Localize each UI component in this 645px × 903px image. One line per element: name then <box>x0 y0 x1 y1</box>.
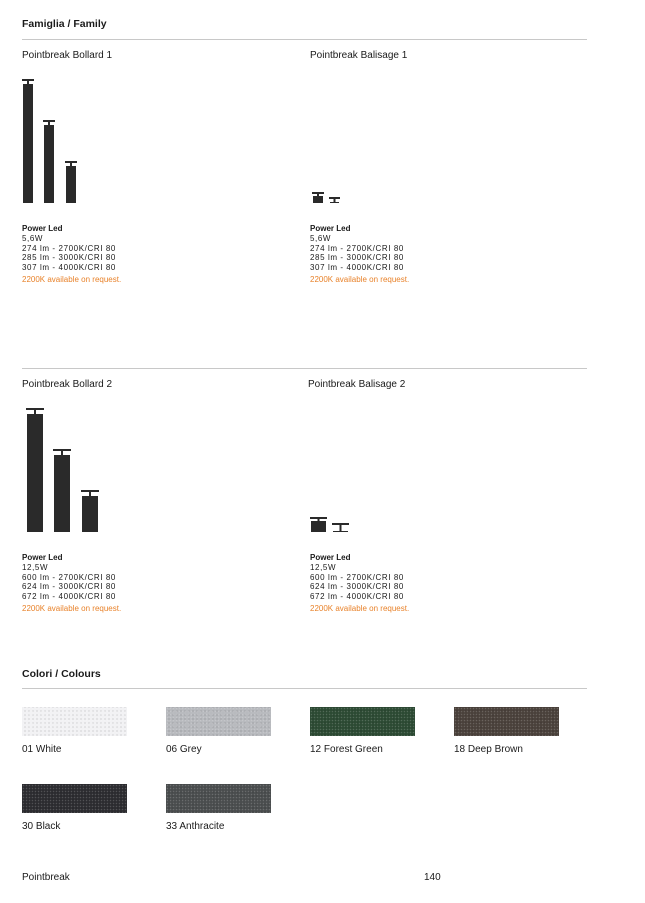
spec-title: Power Led <box>310 553 351 562</box>
spec-title: Power Led <box>310 224 351 233</box>
swatch-label: 30 Black <box>22 821 61 832</box>
colours-section-title: Colori / Colours <box>22 668 101 680</box>
spec-line: 285 lm - 3000K/CRI 80 <box>22 253 116 263</box>
swatch-deep-brown <box>454 707 559 736</box>
spec-line: 672 lm - 4000K/CRI 80 <box>22 592 116 602</box>
balisage-small <box>329 197 340 203</box>
balisage-1-illustration <box>310 188 350 206</box>
spec-note: 2200K available on request. <box>22 603 122 613</box>
swatch-black <box>22 784 127 813</box>
specs-balisage-1 <box>310 224 409 285</box>
balisage-2-illustration <box>308 513 354 535</box>
spec-line: 624 lm - 3000K/CRI 80 <box>22 582 116 592</box>
product-name-balisage-2: Pointbreak Balisage 2 <box>308 379 406 390</box>
footer-product-name: Pointbreak <box>22 872 70 883</box>
bollard-1-illustration <box>20 76 80 206</box>
spec-line: 600 lm - 2700K/CRI 80 <box>22 572 116 582</box>
spec-line: 5,6W <box>22 233 44 243</box>
spec-line: 5,6W <box>310 233 332 243</box>
post-short <box>65 161 77 203</box>
post-short <box>81 490 99 532</box>
balisage-large <box>312 192 324 203</box>
mid-divider <box>22 368 587 369</box>
spec-line: 307 lm - 4000K/CRI 80 <box>22 263 116 273</box>
colours-divider <box>22 688 587 689</box>
spec-line: 307 lm - 4000K/CRI 80 <box>310 263 404 273</box>
swatch-forest-green <box>310 707 415 736</box>
spec-line: 285 lm - 3000K/CRI 80 <box>310 253 404 263</box>
family-divider <box>22 39 587 40</box>
post-medium <box>43 120 55 203</box>
specs-balisage-2 <box>310 553 409 614</box>
swatch-label: 33 Anthracite <box>166 821 225 832</box>
swatch-label: 12 Forest Green <box>310 744 383 755</box>
spec-note: 2200K available on request. <box>310 603 410 613</box>
spec-line: 12,5W <box>310 562 337 572</box>
specs-bollard-1 <box>22 224 121 285</box>
spec-line: 12,5W <box>22 562 49 572</box>
post-medium <box>53 449 71 532</box>
swatch-label: 01 White <box>22 744 62 755</box>
product-name-bollard-1: Pointbreak Bollard 1 <box>22 50 113 61</box>
post-tall <box>26 408 44 532</box>
family-section-title: Famiglia / Family <box>22 18 107 30</box>
swatch-anthracite <box>166 784 271 813</box>
balisage-small <box>332 523 349 532</box>
post-tall <box>22 79 34 203</box>
swatch-label: 18 Deep Brown <box>454 744 523 755</box>
spec-line: 600 lm - 2700K/CRI 80 <box>310 572 404 582</box>
spec-note: 2200K available on request. <box>310 274 410 284</box>
bollard-2-illustration <box>24 405 104 535</box>
swatch-white <box>22 707 127 736</box>
specs-bollard-2 <box>22 553 121 614</box>
spec-line: 274 lm - 2700K/CRI 80 <box>22 243 116 253</box>
product-name-balisage-1: Pointbreak Balisage 1 <box>310 50 408 61</box>
spec-line: 274 lm - 2700K/CRI 80 <box>310 243 404 253</box>
product-name-bollard-2: Pointbreak Bollard 2 <box>22 379 113 390</box>
spec-title: Power Led <box>22 553 63 562</box>
page-number: 140 <box>424 872 441 883</box>
swatch-label: 06 Grey <box>166 744 202 755</box>
balisage-large <box>310 517 327 532</box>
spec-line: 672 lm - 4000K/CRI 80 <box>310 592 404 602</box>
spec-title: Power Led <box>22 224 63 233</box>
spec-line: 624 lm - 3000K/CRI 80 <box>310 582 404 592</box>
swatch-grey <box>166 707 271 736</box>
spec-note: 2200K available on request. <box>22 274 122 284</box>
